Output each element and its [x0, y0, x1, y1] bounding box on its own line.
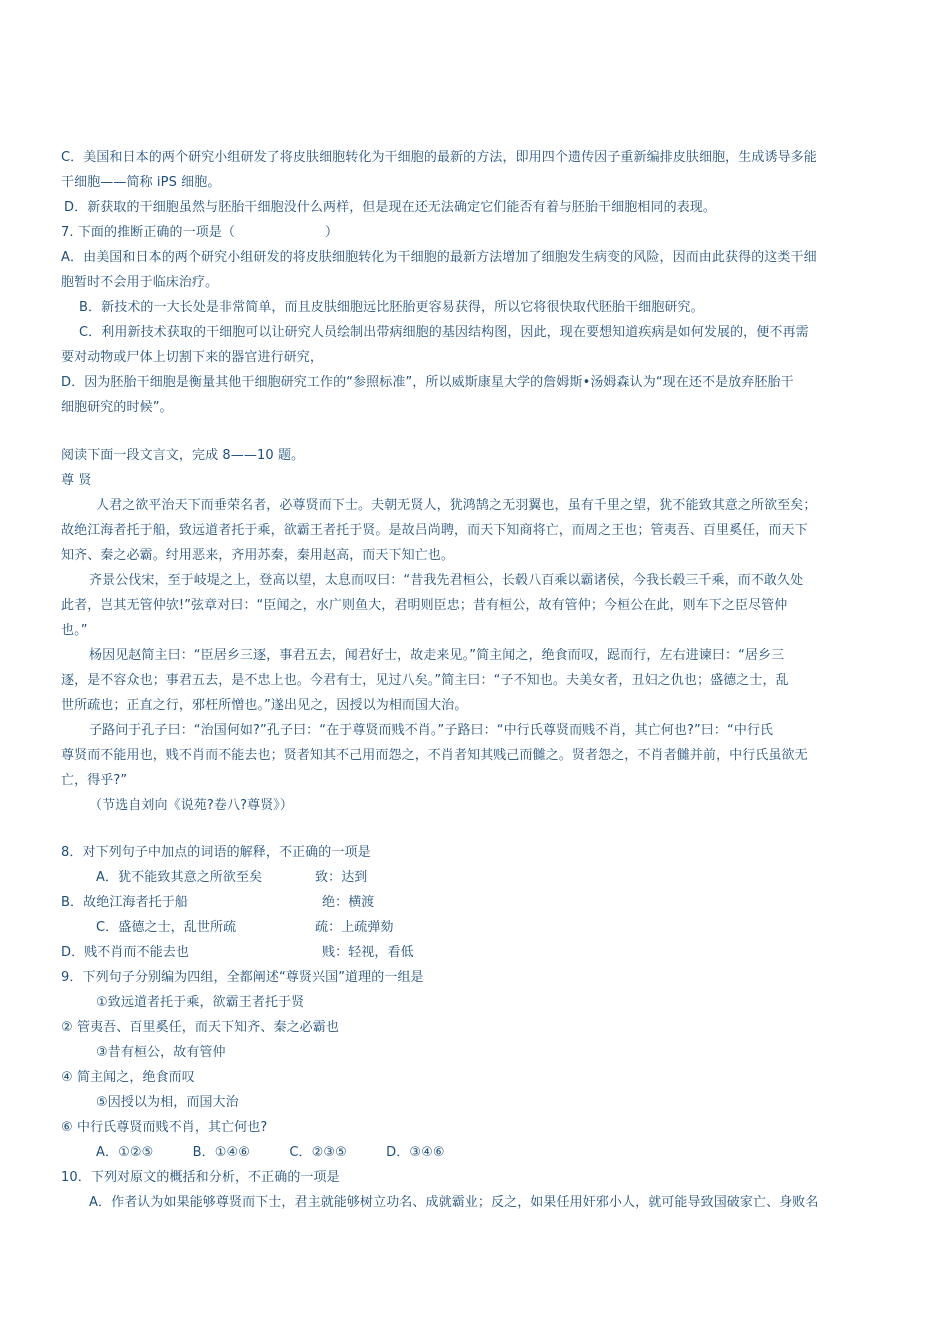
q8-option-d: D．贱不肖而不能去也	[61, 945, 190, 960]
q9-item-1: ①致远道者托于乘，欲霸王者托于贤	[96, 995, 305, 1010]
passage-p1-line3: 知齐、秦之必霸。纣用恶来，齐用苏秦，秦用赵高，而天下知亡也。	[61, 548, 455, 563]
passage-title: 尊 贤	[61, 473, 92, 488]
q7-option-a-line1: A．由美国和日本的两个研究小组研发的将皮肤细胞转化为干细胞的最新方法增加了细胞发生病变的风险，因而由此获得的这类干细	[61, 250, 817, 265]
q9-item-5: ⑤因授以为相，而国大治	[96, 1095, 239, 1110]
q9-stem: 9．下列句子分别编为四组，全都阐述“尊贤兴国”道理的一组是	[61, 970, 424, 985]
q8-option-d-explanation: 贱：轻视，看低	[322, 945, 414, 960]
passage-p4-line1: 子路问于孔子曰：“治国何如?”孔子曰：“在于尊贤而贱不肖。”子路曰：“中行氏尊贤而贱不肖，其亡何也?”曰：“中行氏	[89, 723, 774, 738]
q6-option-c-line2: 干细胞——简称 iPS 细胞。	[61, 175, 221, 190]
passage-p2-line2: 此者，岂其无管仲欤!”弦章对曰：“臣闻之，水广则鱼大，君明则臣忠；昔有桓公，故有管仲；今桓公在此，则车下之臣尽管仲	[61, 598, 788, 613]
passage-intro: 阅读下面一段文言文，完成 8——10 题。	[61, 448, 305, 463]
passage-p2-line1: 齐景公伐宋，至于岐堤之上，登高以望，太息而叹曰：“昔我先君桓公，长毂八百乘以霸诸侯，今我长毂三千乘，而不敢久处	[89, 573, 804, 588]
passage-p1-line1: 人君之欲平治天下而垂荣名者，必尊贤而下士。夫朝无贤人，犹鸿鹄之无羽翼也，虽有千里之望，犹不能致其意之所欲至矣；	[96, 498, 817, 513]
q8-option-c: C．盛德之士，乱世所疏	[96, 920, 237, 935]
q6-option-d: D．新获取的干细胞虽然与胚胎干细胞没什么两样，但是现在还无法确定它们能否有着与胚胎干细胞相同的表现。	[64, 200, 717, 215]
passage-p4-line3: 亡，得乎?”	[61, 773, 128, 788]
passage-p2-line3: 也。”	[61, 623, 88, 638]
passage-source: （节选自刘向《说苑?卷八?尊贤》）	[89, 798, 293, 813]
q8-stem: 8．对下列句子中加点的词语的解释，不正确的一项是	[61, 845, 371, 860]
q8-option-b: B．故绝江海者托于船	[61, 895, 188, 910]
passage-p3-line1: 杨因见赵简主曰：“臣居乡三逐，事君五去，闻君好士，故走来见。”简主闻之，绝食而叹，跽而行，左右进谏曰：“居乡三	[89, 648, 785, 663]
q7-stem-start: 7. 下面的推断正确的一项是（	[61, 225, 236, 240]
q8-option-a-explanation: 致：达到	[315, 870, 368, 885]
q7-option-d-line2: 细胞研究的时候”。	[61, 400, 173, 415]
q9-item-4: ④ 简主闻之，绝食而叹	[61, 1070, 195, 1085]
passage-p1-line2: 故绝江海者托于船，致远道者托于乘，欲霸王者托于贤。是故吕尚聘，而天下知商将亡，而周之王也；管夷吾、百里奚任，而天下	[61, 523, 808, 538]
q10-stem: 10．下列对原文的概括和分析，不正确的一项是	[61, 1170, 340, 1185]
q6-option-c-line1: C．美国和日本的两个研究小组研发了将皮肤细胞转化为干细胞的最新的方法，即用四个遗传因子重新编排皮肤细胞，生成诱导多能	[61, 150, 817, 165]
q9-options: A．①②⑤ B．①④⑥ C．②③⑤ D．③④⑥	[96, 1145, 445, 1160]
q9-item-6: ⑥ 中行氏尊贤而贱不肖，其亡何也?	[61, 1120, 268, 1135]
q7-option-b: B．新技术的一大长处是非常简单，而且皮肤细胞远比胚胎更容易获得，所以它将很快取代胚胎干细胞研究。	[79, 300, 704, 315]
passage-p4-line2: 尊贤而不能用也，贱不肖而不能去也；贤者知其不己用而怨之，不肖者知其贱己而雠之。贤者怨之，不肖者雠并前，中行氏虽欲无	[61, 748, 808, 763]
q7-option-d-line1: D．因为胚胎干细胞是衡量其他干细胞研究工作的“参照标准”，所以威斯康星大学的詹姆斯•汤姆森认为“现在还不是放弃胚胎干	[61, 375, 794, 390]
q8-option-b-explanation: 绝：横渡	[322, 895, 375, 910]
q7-stem	[61, 223, 338, 243]
q7-option-a-line2: 胞暂时不会用于临床治疗。	[61, 275, 219, 290]
q8-option-c-explanation: 疏：上疏弹劾	[315, 920, 394, 935]
passage-p3-line3: 世所疏也；正直之行，邪枉所憎也。”遂出见之，因授以为相而国大治。	[61, 698, 468, 713]
q7-stem-end: ）	[325, 225, 339, 240]
q9-item-3: ③昔有桓公，故有管仲	[96, 1045, 226, 1060]
q7-option-c-line2: 要对动物或尸体上切割下来的器官进行研究，	[61, 350, 324, 365]
q9-item-2: ② 管夷吾、百里奚任，而天下知齐、秦之必霸也	[61, 1020, 339, 1035]
passage-p3-line2: 逐，是不容众也；事君五去，是不忠上也。今君有士，见过八矣。”简主曰：“子不知也。夫美女者，丑妇之仇也；盛德之士，乱	[61, 673, 789, 688]
q8-option-a: A．犹不能致其意之所欲至矣	[96, 870, 263, 885]
q10-option-a-line1: A．作者认为如果能够尊贤而下士，君主就能够树立功名、成就霸业；反之，如果任用奸邪小人，就可能导致国破家亡、身败名	[89, 1195, 819, 1210]
q7-option-c-line1: C．利用新技术获取的干细胞可以让研究人员绘制出带病细胞的基因结构图，因此，现在要想知道疾病是如何发展的，便不再需	[79, 325, 809, 340]
